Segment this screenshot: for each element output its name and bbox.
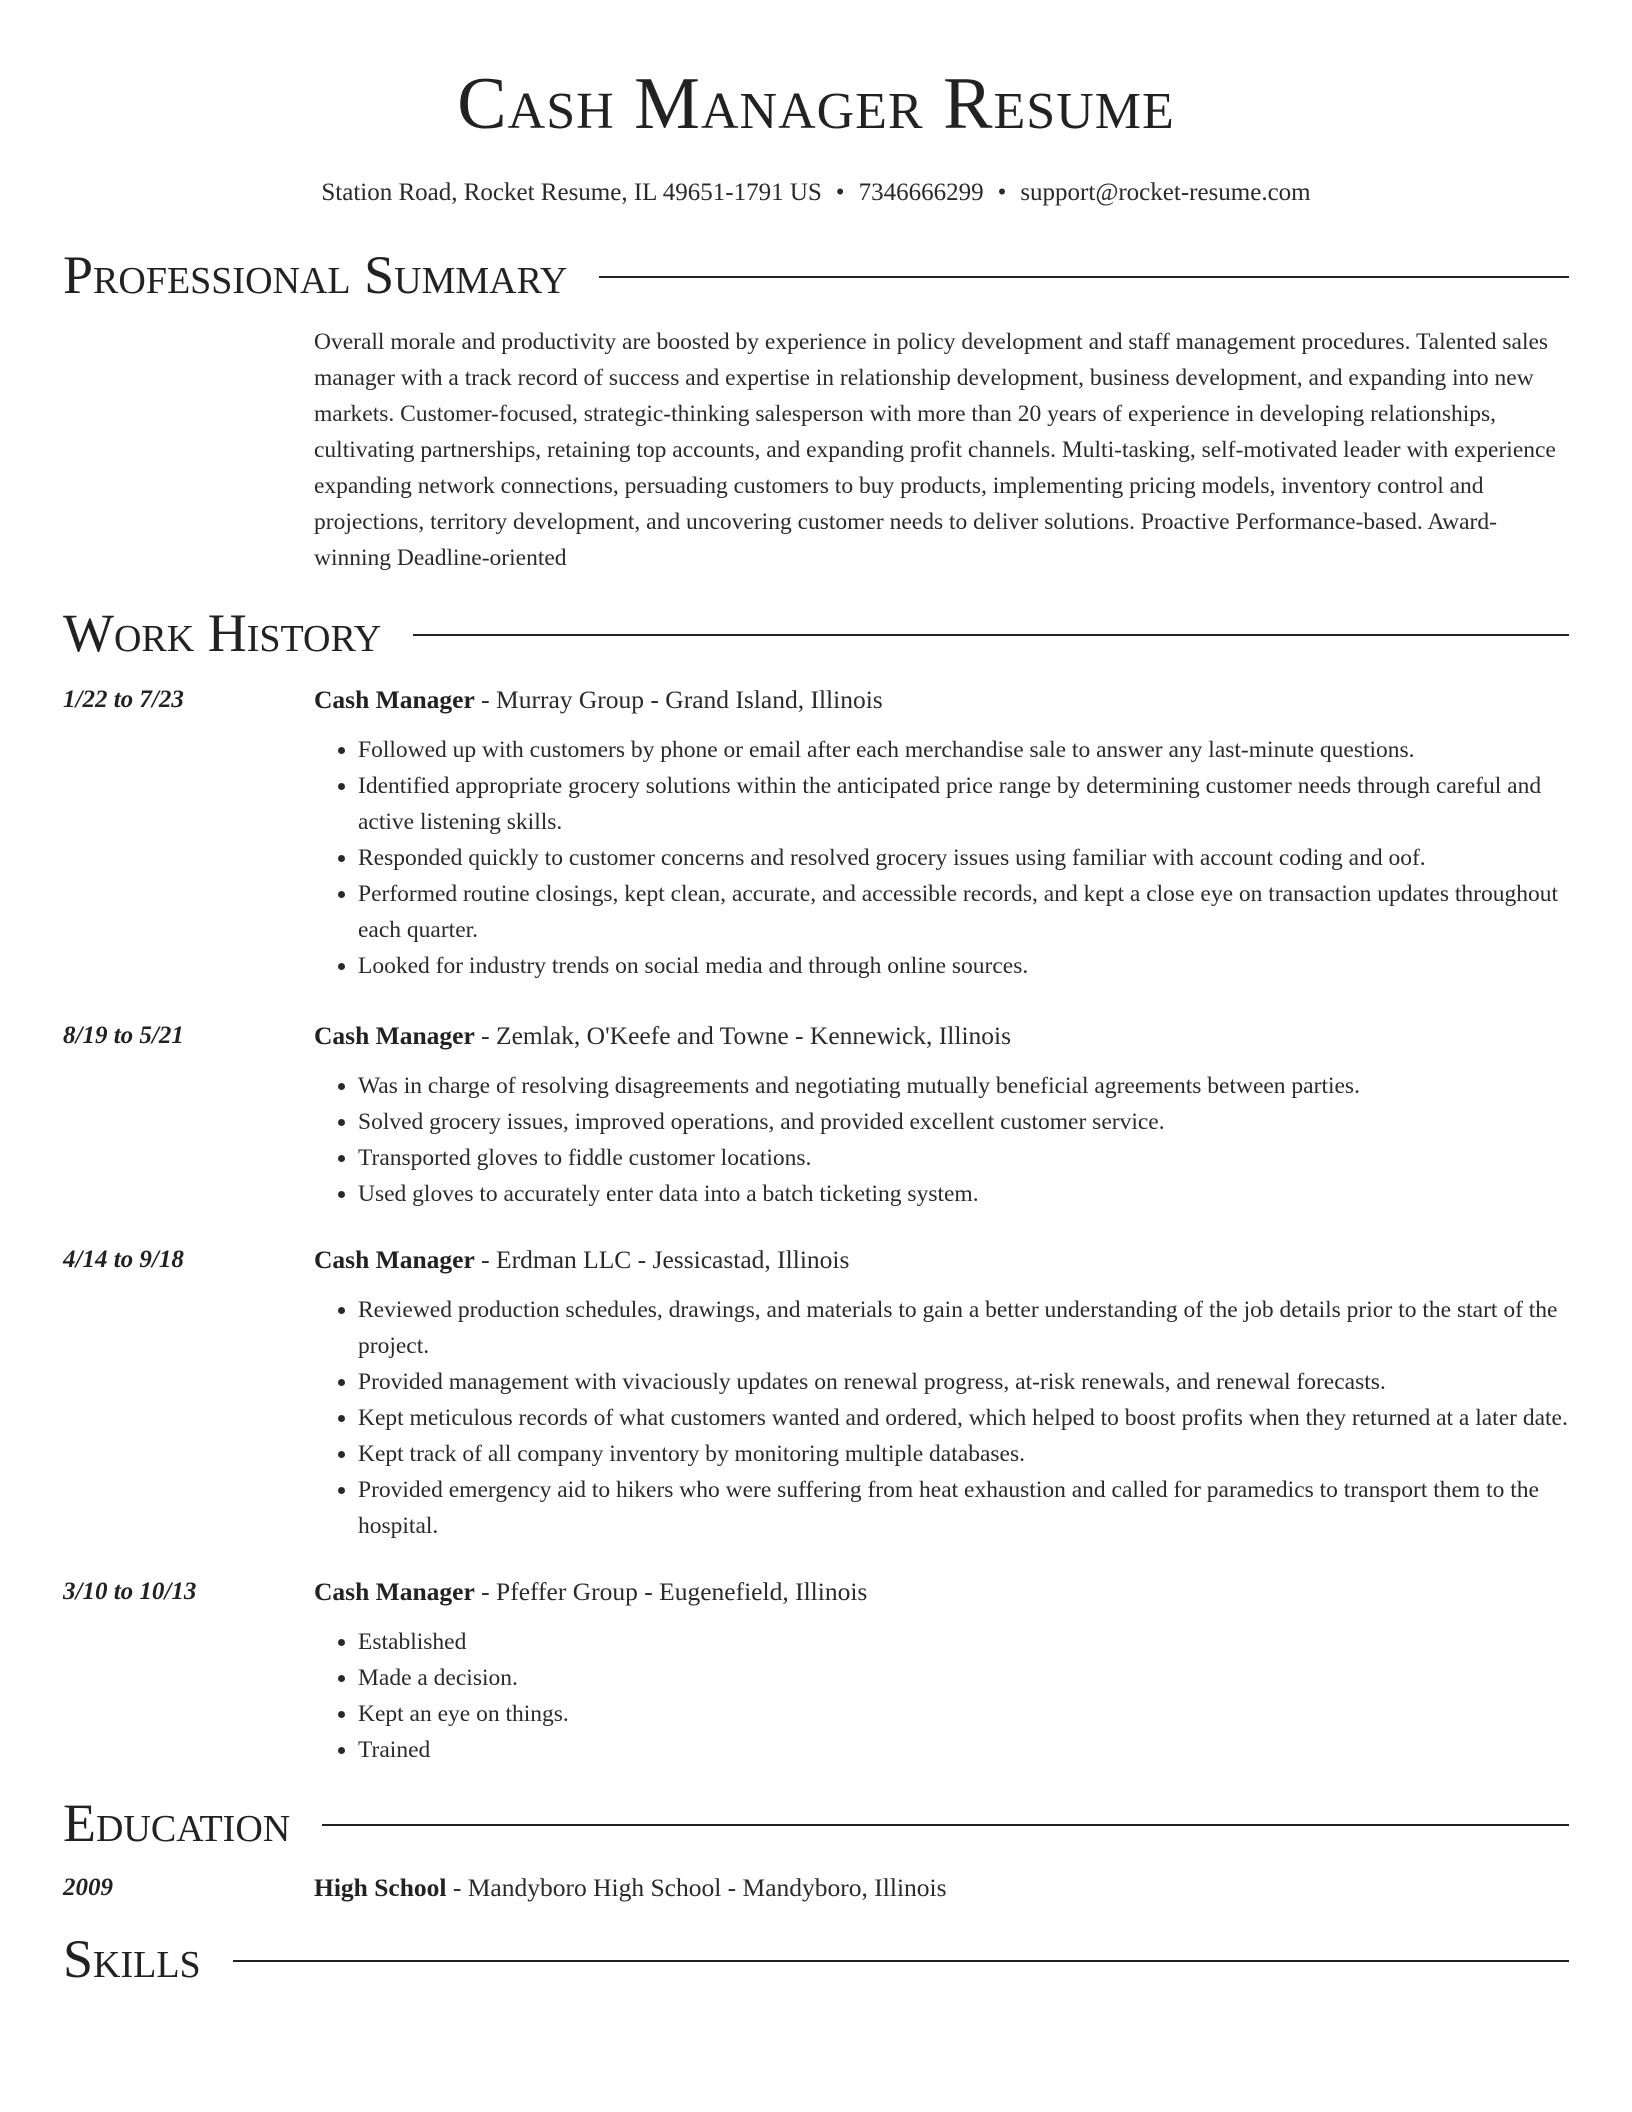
- job-header: [63, 1574, 1569, 1610]
- skills-section-header: [63, 1928, 1569, 1990]
- list-item: • Kept an eye on things.: [358, 1696, 1569, 1732]
- section-divider: [413, 634, 1569, 636]
- list-item: • Looked for industry trends on social media and through online sources.: [358, 948, 1569, 984]
- separator-dot: •: [997, 179, 1007, 206]
- job-bullets: [314, 1624, 1569, 1768]
- list-item: • Kept meticulous records of what customers wanted and ordered, which helped to boost profits when they returned at a later date.: [358, 1400, 1569, 1436]
- job-role: [314, 1574, 867, 1610]
- education-role: [314, 1870, 947, 1906]
- job-details: - Erdman LLC - Jessicastad, Illinois: [474, 1245, 850, 1274]
- summary-text: Overall morale and productivity are boosted by experience in policy development and staff management procedures. Talented sales manager with a track record of success and expertise in relationship development, business development, and expanding into new markets. Customer-focused, strategic-thinking salesperson with more than 20 years of experience in developing relationships, cultivating partnerships, retaining top accounts, and expanding profit channels. Multi-tasking, self-motivated leader with experience expanding network connections, persuading customers to buy products, implementing pricing models, inventory control and projections, territory development, and uncovering customer needs to deliver solutions. Proactive Performance-based. Award-winning Deadline-oriented: [314, 329, 1556, 571]
- education-year: 2009: [63, 1874, 113, 1901]
- skills-section-title: Skills: [63, 1929, 201, 1989]
- list-item: • Was in charge of resolving disagreements and negotiating mutually beneficial agreements between parties.: [358, 1068, 1569, 1104]
- job-details: - Pfeffer Group - Eugenefield, Illinois: [474, 1577, 868, 1606]
- list-item: • Kept track of all company inventory by monitoring multiple databases.: [358, 1436, 1569, 1472]
- section-divider: [233, 1960, 1569, 1962]
- job-position: Cash Manager: [314, 1577, 475, 1606]
- job-entry: [63, 1242, 1569, 1544]
- list-item: • Responded quickly to customer concerns and resolved grocery issues using familiar with account coding and oof.: [358, 840, 1569, 876]
- list-item: • Solved grocery issues, improved operations, and provided excellent customer service.: [358, 1104, 1569, 1140]
- job-bullets: [314, 1292, 1569, 1544]
- list-item: • Established: [358, 1624, 1569, 1660]
- list-item: • Made a decision.: [358, 1660, 1569, 1696]
- phone: 7346666299: [858, 179, 984, 206]
- job-role: [314, 682, 883, 718]
- job-dates: 1/22 to 7/23: [63, 686, 184, 713]
- job-bullets: [314, 1068, 1569, 1212]
- work-section-title: Work History: [63, 603, 382, 663]
- list-item: • Performed routine closings, kept clean, accurate, and accessible records, and kept a close eye on transaction updates throughout each quarter.: [358, 876, 1569, 948]
- job-position: Cash Manager: [314, 1245, 475, 1274]
- job-details: - Murray Group - Grand Island, Illinois: [474, 685, 883, 714]
- education-section-header: [63, 1792, 1569, 1854]
- list-item: • Trained: [358, 1732, 1569, 1768]
- work-section-header: [63, 602, 1569, 664]
- education-entry: [63, 1870, 1569, 1906]
- separator-dot: •: [835, 179, 845, 206]
- list-item: • Identified appropriate grocery solutions within the anticipated price range by determining customer needs through careful and active listening skills.: [358, 768, 1569, 840]
- list-item: • Used gloves to accurately enter data into a batch ticketing system.: [358, 1176, 1569, 1212]
- summary-section-header: [63, 244, 1569, 306]
- job-header: [63, 1018, 1569, 1054]
- job-entry: [63, 682, 1569, 984]
- job-position: Cash Manager: [314, 685, 475, 714]
- job-dates: 8/19 to 5/21: [63, 1022, 184, 1049]
- list-item: • Transported gloves to fiddle customer locations.: [358, 1140, 1569, 1176]
- email: support@rocket-resume.com: [1020, 179, 1311, 206]
- list-item: • Followed up with customers by phone or email after each merchandise sale to answer any last-minute questions.: [358, 732, 1569, 768]
- work-history-list: [63, 682, 1569, 1768]
- list-item: • Reviewed production schedules, drawings, and materials to gain a better understanding of the job details prior to the start of the project.: [358, 1292, 1569, 1364]
- education-degree: High School: [314, 1873, 447, 1902]
- job-position: Cash Manager: [314, 1021, 475, 1050]
- job-bullets: [314, 732, 1569, 984]
- job-role: [314, 1242, 849, 1278]
- contact-line: [63, 178, 1569, 208]
- list-item: • Provided management with vivaciously updates on renewal progress, at-risk renewals, and renewal forecasts.: [358, 1364, 1569, 1400]
- list-item: • Provided emergency aid to hikers who were suffering from heat exhaustion and called for paramedics to transport them to the hospital.: [358, 1472, 1569, 1544]
- job-dates: 3/10 to 10/13: [63, 1578, 197, 1605]
- job-header: [63, 1242, 1569, 1278]
- job-header: [63, 682, 1569, 718]
- section-divider: [322, 1824, 1569, 1826]
- job-details: - Zemlak, O'Keefe and Towne - Kennewick, Illinois: [474, 1021, 1012, 1050]
- resume-title: Cash Manager Resume: [457, 63, 1175, 145]
- education-section-title: Education: [63, 1793, 291, 1853]
- job-dates: 4/14 to 9/18: [63, 1246, 184, 1273]
- job-role: [314, 1018, 1011, 1054]
- education-details: - Mandyboro High School - Mandyboro, Illinois: [446, 1873, 947, 1902]
- job-entry: [63, 1018, 1569, 1212]
- section-divider: [599, 276, 1569, 278]
- job-entry: [63, 1574, 1569, 1768]
- summary-section-title: Professional Summary: [63, 245, 568, 305]
- address: Station Road, Rocket Resume, IL 49651-1791 US: [321, 179, 822, 206]
